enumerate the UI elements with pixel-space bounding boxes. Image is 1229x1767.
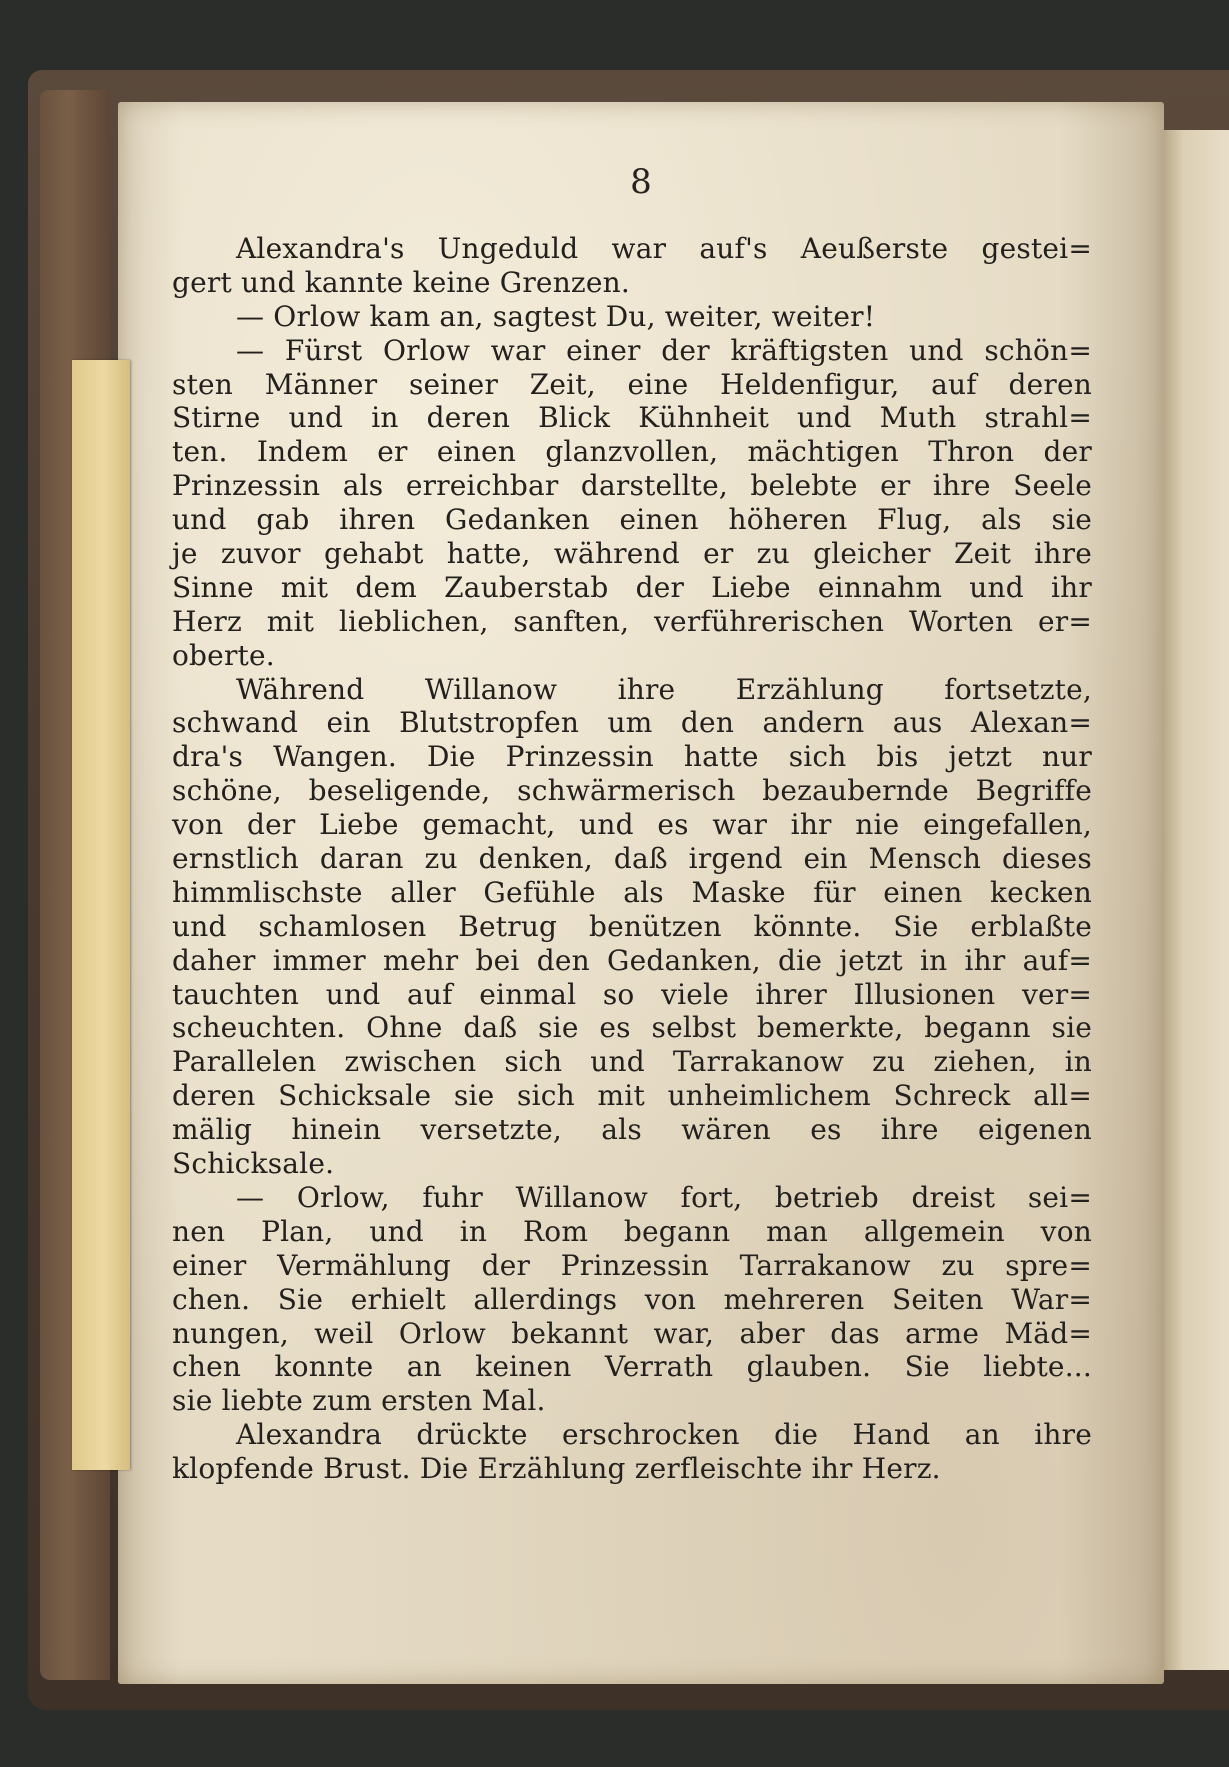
text-line: oberte.	[172, 638, 275, 672]
text-line: ten. Indem er einen glanzvollen, mächtigen Thron der	[172, 435, 1092, 469]
text-line: einer Vermählung der Prinzessin Tarrakanow zu spre=	[172, 1248, 1092, 1282]
text-line: ernstlich daran zu denken, daß irgend ein Mensch dieses	[172, 842, 1092, 876]
text-line: mälig hinein versetzte, als wären es ihre eigenen	[172, 1113, 1092, 1147]
text-line: Parallelen zwischen sich und Tarrakanow zu ziehen, in	[172, 1045, 1092, 1079]
text-line: und gab ihren Gedanken einen höheren Flug, als sie	[172, 503, 1092, 537]
text-line: Alexandra's Ungeduld war auf's Aeußerste gestei=	[236, 232, 1092, 265]
text-line: sie liebte zum ersten Mal.	[172, 1384, 546, 1418]
text-line: je zuvor gehabt hatte, während er zu gleicher Zeit ihre	[172, 537, 1092, 571]
text-line: nen Plan, und in Rom begann man allgemein von	[172, 1214, 1092, 1248]
text-line: von der Liebe gemacht, und es war ihr nie eingefallen,	[172, 808, 1092, 842]
text-line: — Orlow, fuhr Willanow fort, betrieb dreist sei=	[236, 1180, 1092, 1214]
text-line: nungen, weil Orlow bekannt war, aber das arme Mäd=	[172, 1316, 1092, 1350]
text-line: tauchten und auf einmal so viele ihrer Illusionen ver=	[172, 977, 1092, 1011]
text-line: — Fürst Orlow war einer der kräftigsten und schön=	[236, 333, 1092, 367]
text-line: schöne, beseligende, schwärmerisch bezaubernde Begriffe	[172, 774, 1092, 808]
text-line: — Orlow kam an, sagtest Du, weiter, weiter!	[236, 299, 876, 333]
text-line: Herz mit lieblichen, sanften, verführerischen Worten er=	[172, 604, 1092, 638]
page-number: 8	[630, 162, 652, 202]
text-line: Prinzessin als erreichbar darstellte, belebte er ihre Seele	[172, 469, 1092, 503]
text-line: und schamlosen Betrug benützen könnte. Sie erblaßte	[172, 909, 1092, 943]
text-line: daher immer mehr bei den Gedanken, die jetzt in ihr auf=	[172, 943, 1092, 977]
text-line: sten Männer seiner Zeit, eine Heldenfigur, auf deren	[172, 367, 1092, 401]
text-line: chen. Sie erhielt allerdings von mehreren Seiten War=	[172, 1282, 1092, 1316]
text-line: deren Schicksale sie sich mit unheimlichem Schreck all=	[172, 1079, 1092, 1113]
bookmark-ribbon	[72, 360, 130, 1470]
text-line: Stirne und in deren Blick Kühnheit und Muth strahl=	[172, 401, 1092, 435]
text-line: himmlischste aller Gefühle als Maske für einen kecken	[172, 875, 1092, 909]
page-body-text	[172, 232, 1092, 1486]
text-line: chen konnte an keinen Verrath glauben. Sie liebte...	[172, 1350, 1092, 1384]
text-line: Alexandra drückte erschrocken die Hand an ihre	[236, 1418, 1092, 1452]
text-line: Schicksale.	[172, 1147, 335, 1181]
text-line: Während Willanow ihre Erzählung fortsetzte,	[236, 672, 1092, 706]
text-line: scheuchten. Ohne daß sie es selbst bemerkte, begann sie	[172, 1011, 1092, 1045]
text-line: gert und kannte keine Grenzen.	[172, 265, 630, 299]
facing-page-edge	[1164, 130, 1229, 1670]
text-line: Sinne mit dem Zauberstab der Liebe einnahm und ihr	[172, 570, 1092, 604]
text-line: schwand ein Blutstropfen um den andern aus Alexan=	[172, 706, 1092, 740]
text-line: klopfende Brust. Die Erzählung zerfleischte ihr Herz.	[172, 1452, 941, 1486]
text-line: dra's Wangen. Die Prinzessin hatte sich bis jetzt nur	[172, 740, 1092, 774]
